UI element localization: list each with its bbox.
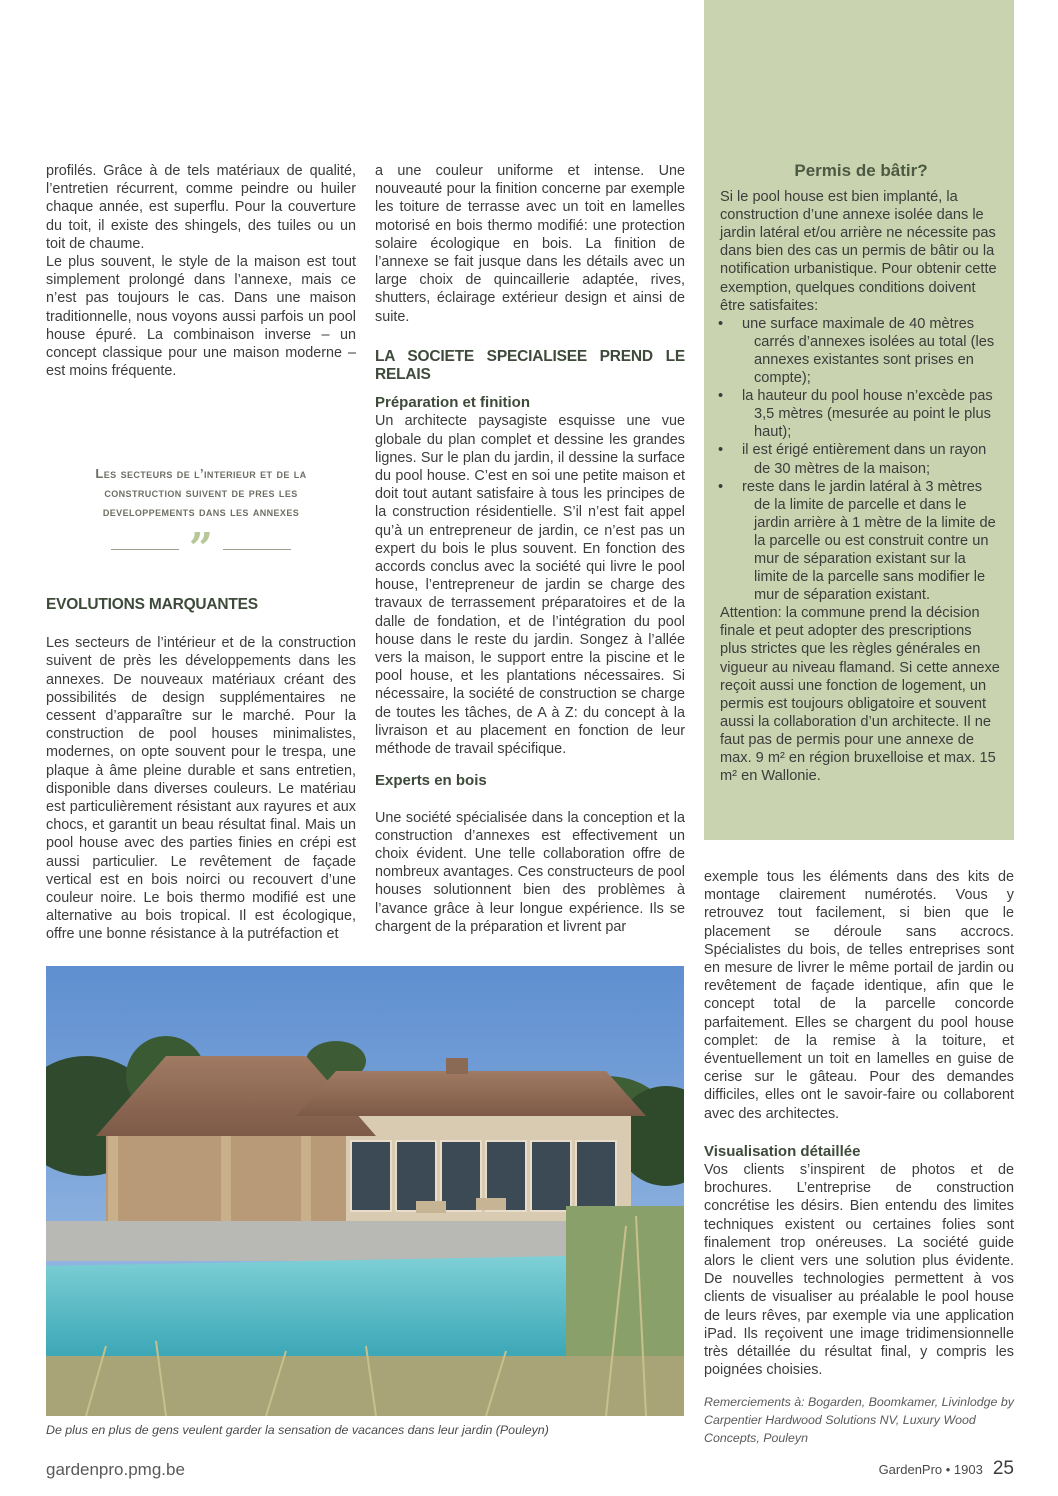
sidebar-content (720, 162, 1002, 785)
photo-caption: De plus en plus de gens veulent garder la sensation de vacances dans leur jardin (Pouleyn) (46, 1423, 549, 1437)
paragraph: Une société spécialisée dans la conception et la construction d’annexes est effectivement un choix évident. Une telle collaboration offre de nombreux avantages. Ces constructeurs de pool houses solutionnent bien des problèmes à l’avance grâce à leur longue expérience. Ils se chargent de la préparation et livrent par (375, 809, 685, 935)
list-item (720, 441, 1002, 477)
pull-quote-line: developpements dans les annexes (102, 504, 300, 519)
paragraph: Les secteurs de l’intérieur et de la construction suivent de près les développements dans les annexes. De nouveaux matériaux créant des possibilités de design supplémentaires ne cessent d’apparaître sur le marché. Pour la construction de pool houses minimalistes, modernes, on opte souvent pour le trespa, une plaque à âme pleine durable et sans entretien, disponible dans diverses couleurs. Le matériau est particulièrement résistant aux rayures et aux chocs, et garantit un beau résultat final. Mais un pool house avec des parties finies en crépi est aussi particulier. Le revêtement de façade vertical est en bois noirci ou recouvert d’une couleur noire. Le bois thermo modifié est une alternative au bois tropical. Il est écologique, offre une bonne résistance à la putréfaction et (46, 635, 356, 943)
pull-quote (46, 464, 356, 573)
bullet-icon: • (718, 478, 724, 495)
sub-heading: Experts en bois (375, 772, 487, 790)
list-item-text: il est érigé entièrement dans un rayon de 30 mètres de la maison; (742, 442, 987, 477)
paragraph: profilés. Grâce à de tels matériaux de qualité, l’entretien récurrent, comme peindre ou huiler chaque année, est superflu. Pour la couverture du toit, il existe des shingels, des tuiles ou un toit de chaume. (46, 163, 356, 252)
bullet-icon: • (718, 388, 724, 405)
footer-issue: GardenPro • 1903 (878, 1462, 983, 1477)
footer-issue-info (879, 1458, 1014, 1480)
sub-heading: Visualisation détaillée (704, 1142, 861, 1160)
section-heading: LA SOCIETE SPECIALISEE PREND LE RELAIS (375, 347, 685, 384)
list-item-text: reste dans le jardin latéral à 3 mètres de la limite de parcelle et dans le jardin arrière à 1 mètre de la limite de la parcelle ou est construit contre un mur de séparation existant sur la limite de la parcelle sans modifier le mur de séparation existant. (742, 478, 996, 604)
sidebar-outro: Attention: la commune prend la décision finale et peut adopter des prescriptions plus strictes que les règles générales en vigueur au niveau flamand. Si cette annexe reçoit aussi une fonction de logement, un permis est toujours obligatoire et souvent aussi la collaboration d’un architecte. Il ne faut pas de permis pour une annexe de max. 9 m² en région bruxelloise et max. 15 m² en Wallonie. (720, 605, 1000, 785)
sidebar-list (720, 315, 1002, 605)
list-item-text: une surface maximale de 40 mètres carrés d’annexes isolées au total (les annexes existantes sont prises en compte); (742, 315, 995, 387)
credits: Remerciements à: Bogarden, Boomkamer, Livinlodge by Carpentier Hardwood Solutions NV, Luxury Wood Concepts, Pouleyn (704, 1395, 1014, 1445)
paragraph: Un architecte paysagiste esquisse une vue globale du plan complet et dessine les grandes lignes. Sur le plan du jardin, il dessine la surface du pool house. C’est en soi une petite maison et doit tout autant satisfaire à tous les principes de la construction résidentielle. S’il n’est fait appel qu’à un entrepreneur de jardin, ce n’est pas un expert du bois le plus souvent. En fonction des accords conclus avec la société qui livre le pool house, l’entrepreneur de jardin se charge des travaux de terrassement préparatoires et de la dalle de fondation, et de l’intégration du pool house dans le reste du jardin. Songez à l’allée vers la maison, le support entre la piscine et le pool house, et les plantations nécessaires. Si nécessaire, la société de construction se charge de toutes les tâches, de A à Z: du concept à la livraison et au placement en fonction de leur méthode de travail spécifique. (375, 413, 685, 758)
pool-house-illustration (46, 966, 684, 1416)
article-column-1-lower (46, 596, 356, 944)
pull-quote-divider (46, 524, 356, 573)
sidebar-title: Permis de bâtir? (794, 161, 928, 180)
article-column-1 (46, 162, 356, 380)
sub-heading: Préparation et finition (375, 394, 531, 412)
bullet-icon: • (718, 315, 724, 332)
paragraph: a une couleur uniforme et intense. Une nouveauté pour la finition concerne par exemple les toiture de terrasse avec un toit en lamelles motorisé en bois thermo modifié: une protection solaire écologique en bois. La finition de l’annexe se fait jusque dans les détails avec un large choix de quincaillerie adaptée, rives, shutters, éclairage extérieur design et ainsi de suite. (375, 163, 685, 325)
sidebar-intro: Si le pool house est bien implanté, la construction d’une annexe isolée dans le jardin latéral et/ou arrière ne nécessite pas dans bien des cas un permis de bâtir ou la notification urbanistique. Pour obtenir cette exemption, quelques conditions doivent être satisfaites: (720, 189, 997, 314)
pull-quote-text (46, 464, 356, 521)
list-item-text: la hauteur du pool house n’excède pas 3,5 mètres (mesurée au point le plus haut); (742, 388, 993, 441)
pool-house-photo (46, 966, 684, 1416)
list-item (720, 315, 1002, 387)
pull-quote-line: construction suivent de pres les (104, 485, 298, 500)
sidebar-box (704, 0, 1014, 840)
section-heading: EVOLUTIONS MARQUANTES (46, 596, 258, 613)
page-number: 25 (992, 1458, 1014, 1479)
list-item (720, 478, 1002, 605)
paragraph: Le plus souvent, le style de la maison est tout simplement prolongé dans l’annexe, mais ce n’est pas toujours le cas. Dans une maison traditionnelle, nous voyons aussi parfois un pool house épuré. La combinaison inverse – un concept classique pour une maison moderne – est moins fréquente. (46, 254, 356, 380)
divider-line (111, 549, 179, 550)
article-column-3 (704, 868, 1014, 1379)
article-column-2 (375, 162, 685, 936)
bullet-icon: • (718, 442, 724, 459)
divider-line (223, 549, 291, 550)
list-item (720, 387, 1002, 441)
paragraph: exemple tous les éléments dans des kits de montage clairement numérotés. Vous y retrouvez tout facilement, si bien que le placement se déroule sans accrocs. Spécialistes du bois, de telles entreprises sont en mesure de livrer le même portail de jardin ou revêtement de façade identique, afin que le concept total de la parcelle concorde parfaitement. Elles se chargent du pool house complet: de la remise à la toiture, et éventuellement un toit en lamelles en guise de cerise sur le gâteau. Pour des demandes difficiles, elles ont le savoir-faire ou collaborent avec des architectes. (704, 869, 1014, 1122)
pull-quote-line: Les secteurs de l’interieur et de la (95, 466, 307, 481)
footer-website: gardenpro.pmg.be (46, 1460, 185, 1479)
paragraph: Vos clients s’inspirent de photos et de brochures. L’entreprise de construction concrétise les désirs. Bien entendu des limites techniques existent ou certaines folies sont finalement trop onéreuses. La société guide alors le client vers une solution plus évidente. De nouvelles technologies permettent à vos clients de visualiser au préalable le pool house de leurs rêves, par exemple via une application iPad. Ils reçoivent une image tridimensionnelle très détaillée du résultat final, y compris les poignées choisies. (704, 1162, 1014, 1379)
quote-mark-icon: ” (188, 524, 214, 573)
